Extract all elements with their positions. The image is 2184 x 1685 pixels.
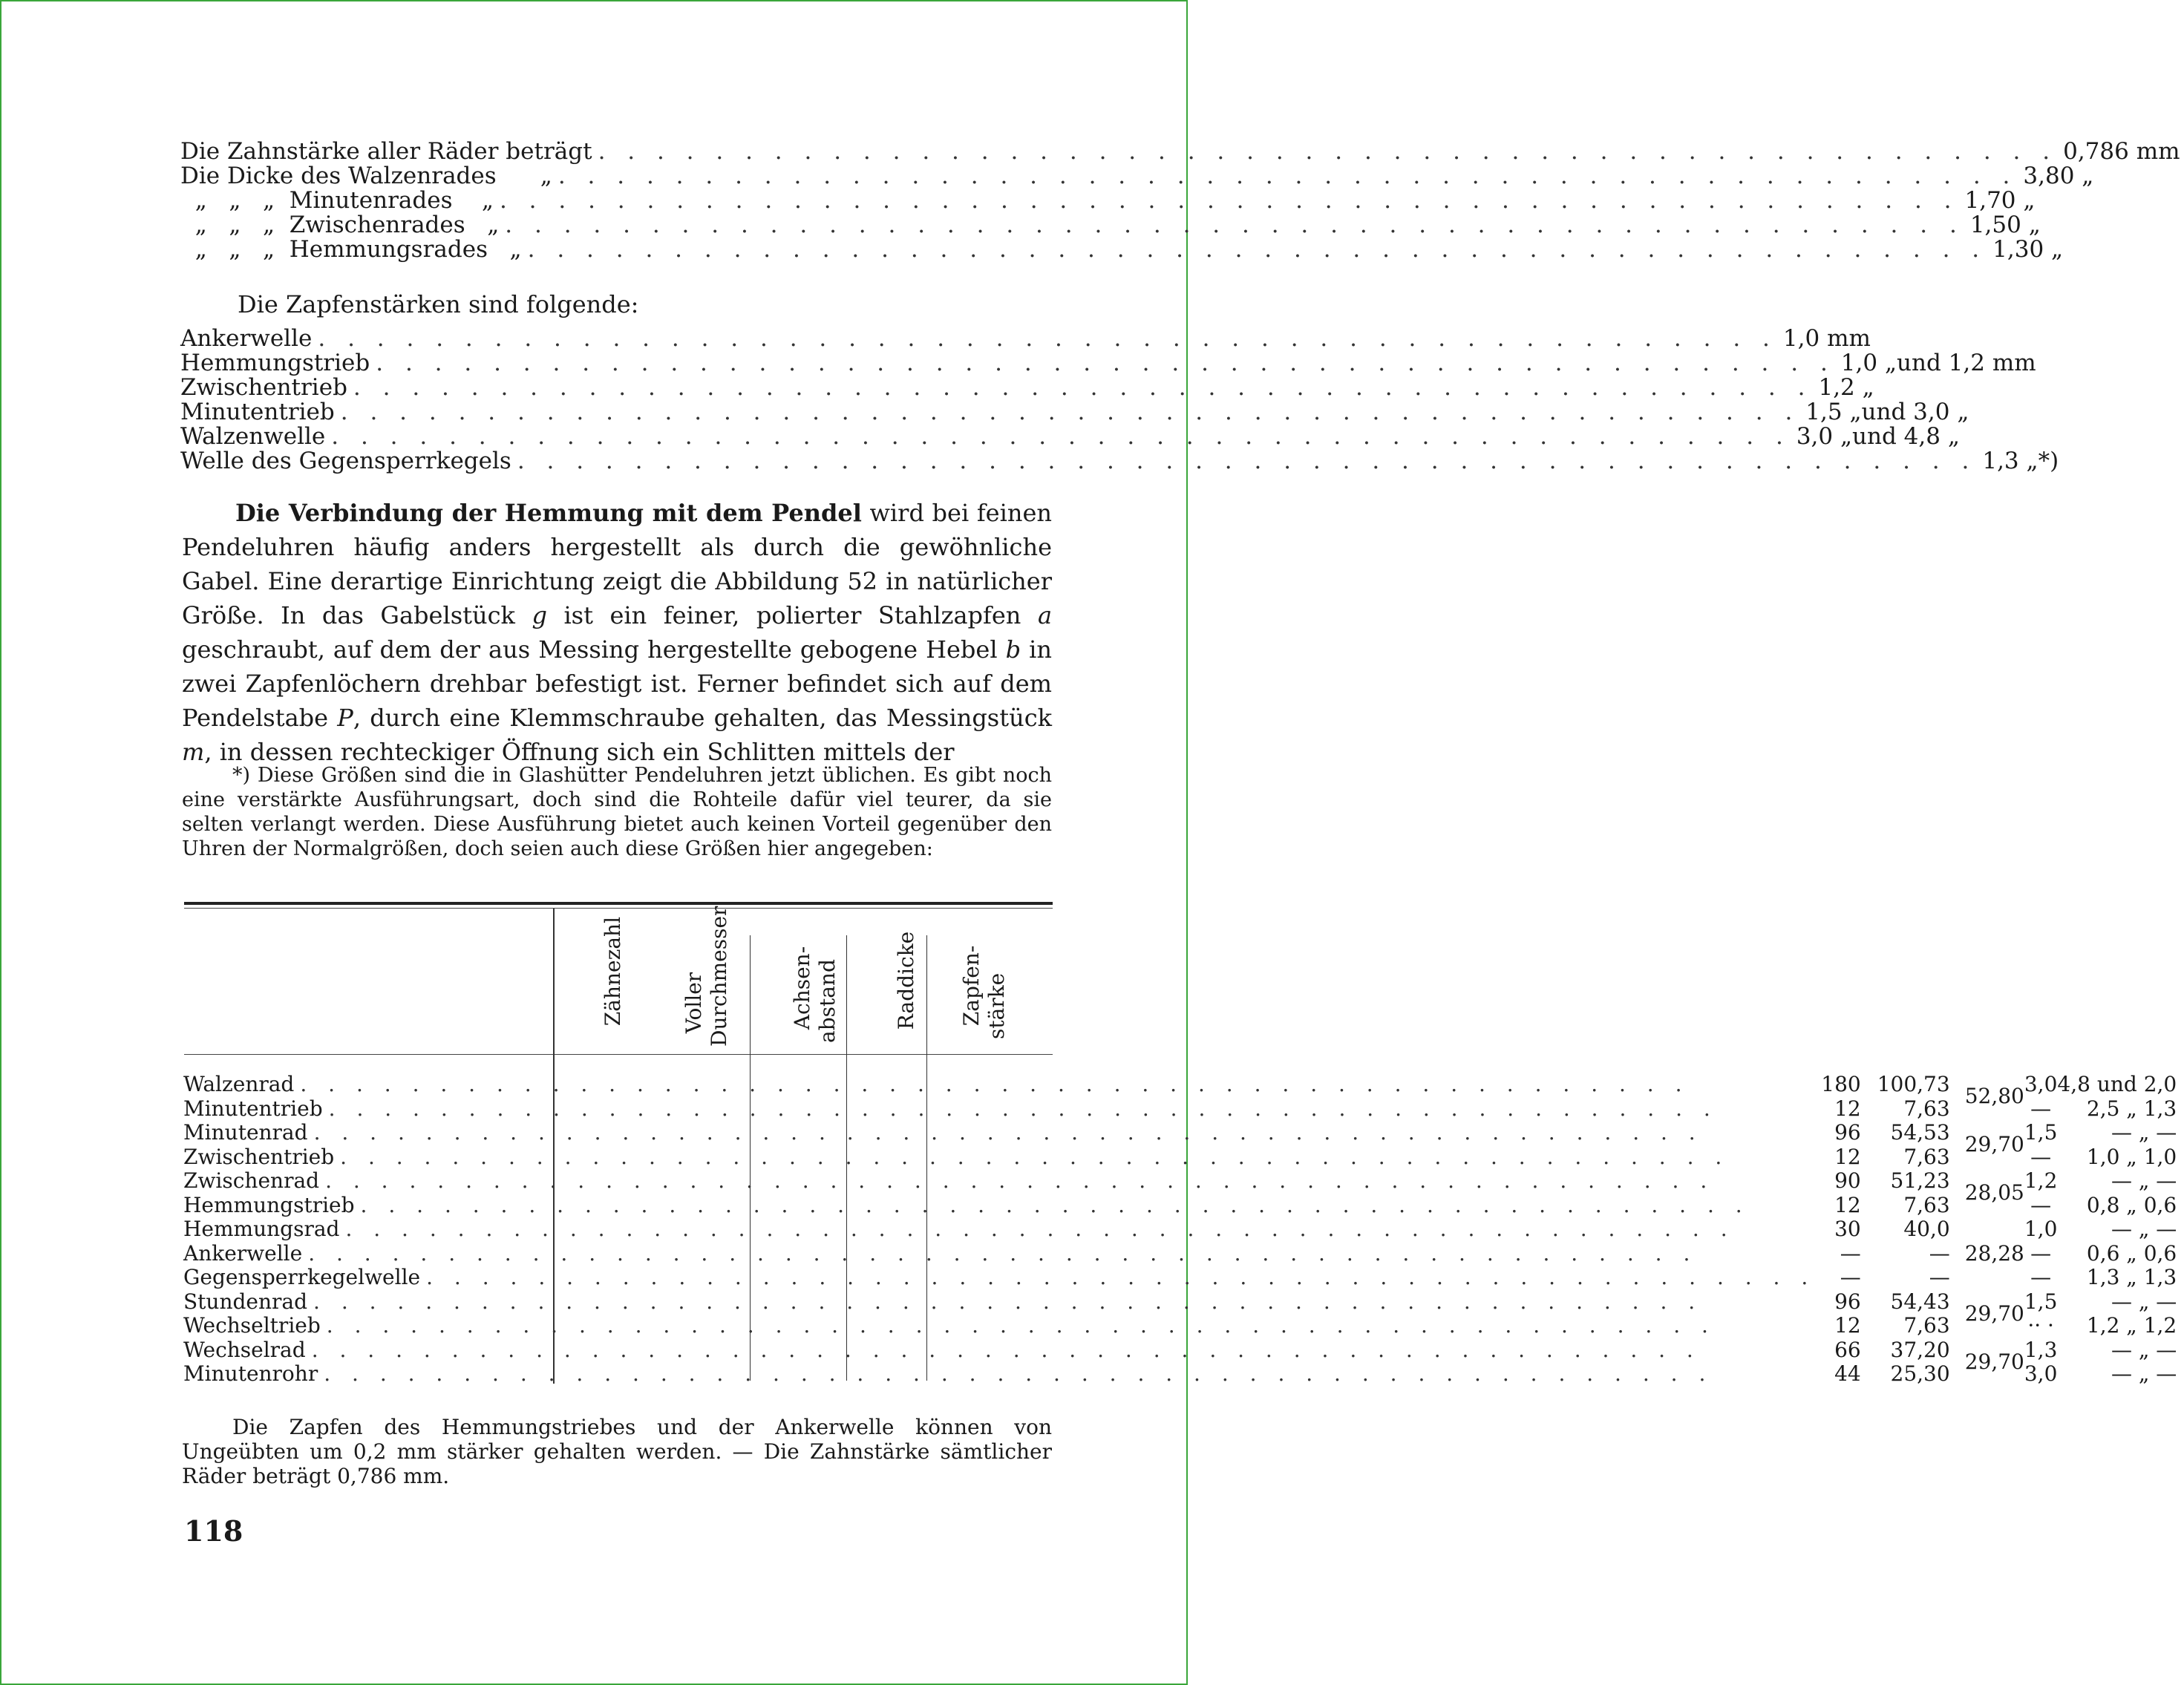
row-label-text: Minutentrieb xyxy=(183,1096,323,1121)
cell-thick: — xyxy=(2030,1240,2052,1266)
cell-pivot: — „ — xyxy=(2111,1168,2177,1193)
row-label xyxy=(183,1338,1821,1363)
table-header-rule xyxy=(184,908,1053,909)
row-label-text: Walzenrad xyxy=(183,1072,295,1096)
cell-pivot: — „ — xyxy=(2111,1361,2177,1386)
row-label-text: Stundenrad xyxy=(183,1289,308,1314)
cell-thick: — xyxy=(2030,1192,2052,1217)
wheel-data-table xyxy=(183,1073,2184,1387)
cell-diameter: 100,73 xyxy=(1877,1072,1950,1096)
header-wheel-thickness: Raddicke xyxy=(894,931,918,1030)
list-item: Minutentrieb . . . 1,5 „ und 3,0 „ xyxy=(180,400,1053,425)
table-row xyxy=(183,1097,2184,1122)
row-label-text: Hemmungsrad xyxy=(183,1217,340,1241)
header-diameter: Voller Durchmesser xyxy=(681,906,731,1047)
table-row xyxy=(183,1194,2184,1218)
cell-thick: ·· · xyxy=(2027,1313,2054,1338)
list-item: Walzenwelle . . . 3,0 „ und 4,8 „ xyxy=(180,425,1053,449)
cell-diameter: 7,63 xyxy=(1903,1096,1950,1121)
cell-thick: — xyxy=(2030,1265,2052,1289)
cell-axis-distance: 28,28 xyxy=(1964,1240,2024,1266)
row-label-text: Minutenrohr xyxy=(183,1361,318,1386)
cell-pivot: 1,2 „ 1,2 xyxy=(2086,1313,2177,1338)
row-label-text: Wechselrad xyxy=(183,1337,306,1362)
header-pivot: Zapfen- stärke xyxy=(959,945,1009,1039)
tooth-thickness-list xyxy=(180,138,2180,263)
cell-axis-distance: 28,05 xyxy=(1964,1180,2024,1205)
cell-pivot: 2,5 „ 1,3 xyxy=(2086,1096,2177,1121)
table-row xyxy=(183,1217,2184,1242)
cell-axis-distance: 52,80 xyxy=(1964,1084,2024,1109)
list-item: „ „ „ Hemmungsrades „ . . . 1,30 „ xyxy=(180,238,1053,262)
table-row xyxy=(183,1169,2184,1194)
body-paragraph: Die Verbindung der Hemmung mit dem Pendel wird bei feinen Pendeluhren häufig anders hergestellt als durch die gewöhnliche Gabel. Eine derartige Einrichtung zeigt die Abbildung 52 in natürlicher Größe. In das Gabelstück g ist ein feiner, polierter Stahlzapfen a geschraubt, auf dem der aus Messing hergestellte gebogene Hebel b in zwei Zapfenlöchern drehbar befestigt ist. Ferner befindet sich auf dem Pendelstabe P, durch eine Klemmschraube gehalten, das Messingstück m, in dessen rechteckiger Öffnung sich ein Schlitten mittels der xyxy=(182,499,1053,766)
row-label xyxy=(183,1217,1821,1242)
cell-diameter: — xyxy=(1929,1240,1950,1266)
table-row xyxy=(183,1145,2184,1170)
header-teeth: Zähnezahl xyxy=(601,916,625,1027)
row-label xyxy=(183,1242,1821,1266)
row-label xyxy=(183,1194,1821,1218)
cell-thick: 1,0 xyxy=(2024,1217,2058,1241)
cell-diameter: — xyxy=(1929,1265,1950,1289)
cell-teeth: 44 xyxy=(1834,1361,1861,1386)
cell-diameter: 7,63 xyxy=(1903,1313,1950,1338)
cell-teeth: 90 xyxy=(1834,1168,1861,1193)
table-header-bottom-rule xyxy=(184,1054,1053,1055)
cell-teeth: 12 xyxy=(1834,1192,1861,1217)
list-item: Die Dicke des Walzenrades „ . . . 3,80 „ xyxy=(180,164,1053,189)
cell-pivot: 0,6 „ 0,6 xyxy=(2086,1240,2177,1266)
pivot-thickness-list xyxy=(180,325,2059,474)
row-label-text: Zwischentrieb xyxy=(183,1144,335,1169)
cell-diameter: 37,20 xyxy=(1890,1337,1950,1362)
row-label-text: Wechseltrieb xyxy=(183,1313,321,1338)
cell-thick: 1,5 xyxy=(2024,1289,2058,1314)
row-label xyxy=(183,1290,1821,1315)
cell-diameter: 51,23 xyxy=(1890,1168,1950,1193)
cell-thick: — xyxy=(2030,1096,2052,1121)
cell-diameter: 54,53 xyxy=(1890,1120,1950,1145)
list-item: „ „ „ Zwischenrades „ . . . 1,50 „ xyxy=(180,213,1053,238)
row-label-text: Zwischenrad xyxy=(183,1168,320,1193)
cell-pivot: — „ — xyxy=(2111,1217,2177,1241)
table-row xyxy=(183,1290,2184,1315)
table-row xyxy=(183,1338,2184,1363)
header-axis-distance: Achsen- abstand xyxy=(790,946,840,1043)
row-label-text: Ankerwelle xyxy=(183,1240,303,1266)
row-label-text: Minutenrad xyxy=(183,1120,308,1145)
cell-pivot: — „ — xyxy=(2111,1120,2177,1145)
row-label xyxy=(183,1073,1821,1097)
section-heading: Die Zapfenstärken sind folgende: xyxy=(238,290,639,318)
cell-teeth: 12 xyxy=(1834,1313,1861,1338)
list-item: Die Zahnstärke aller Räder beträgt . . . 0,786 mm xyxy=(180,140,1053,164)
cell-pivot: 4,8 und 2,0 xyxy=(2057,1072,2177,1096)
cell-thick: 1,5 xyxy=(2024,1120,2058,1145)
cell-diameter: 54,43 xyxy=(1890,1289,1950,1314)
cell-thick: 1,2 xyxy=(2024,1168,2058,1193)
list-item: Ankerwelle . . . 1,0 mm xyxy=(180,327,1053,351)
cell-axis-distance: 29,70 xyxy=(1964,1349,2024,1374)
cell-axis-distance: 29,70 xyxy=(1964,1300,2024,1326)
page-number: 118 xyxy=(184,1514,243,1548)
row-label xyxy=(183,1266,1821,1290)
cell-pivot: 1,3 „ 1,3 xyxy=(2086,1265,2177,1289)
table-row xyxy=(183,1314,2184,1338)
cell-thick: 3,0 xyxy=(2024,1072,2058,1096)
cell-pivot: — „ — xyxy=(2111,1289,2177,1314)
list-item: Hemmungstrieb . . . 1,0 „ und 1,2 mm xyxy=(180,351,1053,376)
cell-teeth: 66 xyxy=(1834,1337,1861,1362)
table-row xyxy=(183,1073,2184,1097)
row-label xyxy=(183,1121,1821,1145)
row-label-text: Hemmungstrieb xyxy=(183,1192,355,1217)
cell-diameter: 40,0 xyxy=(1903,1217,1950,1241)
list-item: Zwischentrieb . . . 1,2 „ xyxy=(180,376,1053,400)
list-item: Welle des Gegensperrkegels . . . 1,3 „ *) xyxy=(180,449,1053,474)
cell-teeth: 96 xyxy=(1834,1120,1861,1145)
row-label-text: Gegensperrkegelwelle xyxy=(183,1265,421,1289)
cell-teeth: 12 xyxy=(1834,1096,1861,1121)
cell-axis-distance: 29,70 xyxy=(1964,1132,2024,1157)
row-label xyxy=(183,1097,1821,1122)
table-row xyxy=(183,1242,2184,1266)
row-label xyxy=(183,1314,1821,1338)
table-row xyxy=(183,1121,2184,1145)
cell-thick: — xyxy=(2030,1144,2052,1169)
row-label xyxy=(183,1145,1821,1170)
list-item: „ „ „ Minutenrades „ . . . 1,70 „ xyxy=(180,189,1053,213)
table-row xyxy=(183,1362,2184,1387)
cell-pivot: — „ — xyxy=(2111,1337,2177,1362)
cell-teeth: 96 xyxy=(1834,1289,1861,1314)
cell-diameter: 25,30 xyxy=(1890,1361,1950,1386)
cell-teeth: 12 xyxy=(1834,1144,1861,1169)
cell-diameter: 7,63 xyxy=(1903,1144,1950,1169)
cell-pivot: 0,8 „ 0,6 xyxy=(2086,1192,2177,1217)
cell-teeth: — xyxy=(1840,1240,1861,1266)
cell-thick: 3,0 xyxy=(2024,1361,2058,1386)
cell-teeth: — xyxy=(1840,1265,1861,1289)
cell-thick: 1,3 xyxy=(2024,1337,2058,1362)
cell-teeth: 180 xyxy=(1821,1072,1861,1096)
cell-diameter: 7,63 xyxy=(1903,1192,1950,1217)
table-row xyxy=(183,1266,2184,1290)
footnote: *) Diese Größen sind die in Glashütter Pendeluhren jetzt üblichen. Es gibt noch eine verstärkte Ausführungsart, doch sind die Rohteile dafür viel teurer, da sie selten verlangt werden. Diese Ausführung bietet auch keinen Vorteil gegenüber den Uhren der Normalgrößen, doch seien auch diese Größen hier angegeben: xyxy=(182,764,1052,860)
row-label xyxy=(183,1169,1821,1194)
row-label xyxy=(183,1362,1821,1387)
closing-note: Die Zapfen des Hemmungstriebes und der Ankerwelle können von Ungeübten um 0,2 mm stärker gehalten werden. — Die Zahnstärke sämtlicher Räder beträgt 0,786 mm. xyxy=(182,1415,1052,1488)
table-top-rule xyxy=(184,902,1053,905)
cell-pivot: 1,0 „ 1,0 xyxy=(2086,1144,2177,1169)
cell-teeth: 30 xyxy=(1834,1217,1861,1241)
